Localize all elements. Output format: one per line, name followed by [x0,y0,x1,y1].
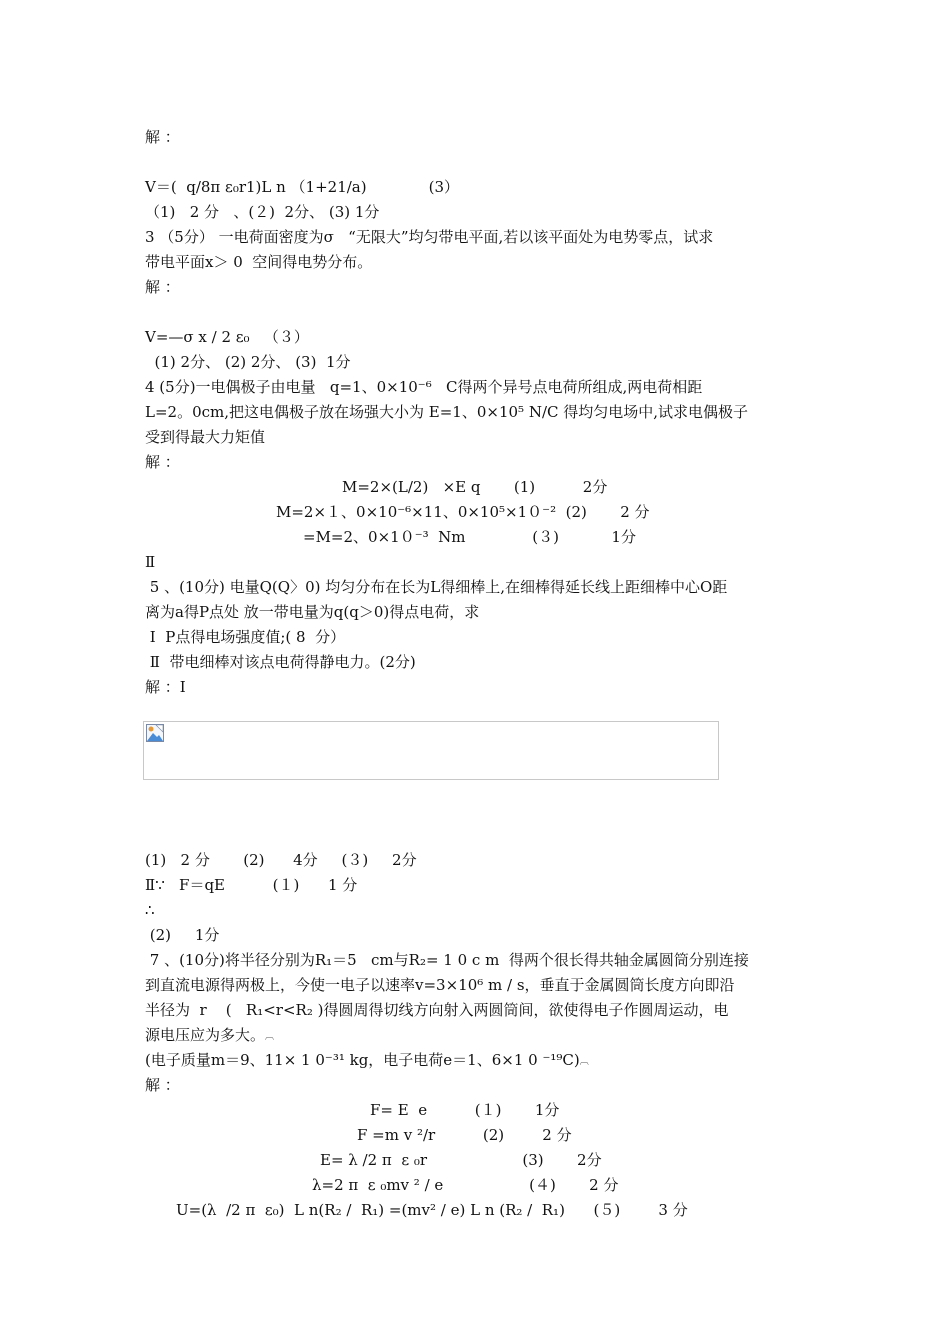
solution-label: 解 ： [145,1076,180,1094]
question-7-line-4 [145,1025,274,1045]
equation-line: M=2×(L/2) ×E q (1) 2分 [342,478,608,496]
answer-line: Ⅱ∵ F＝qE (１) 1 分 [145,876,358,894]
equation-line: λ=2 π ε ₀mv ² / e (４) 2 分 [312,1176,619,1194]
score-line: (1) 2 分 (2) 4分 (３) 2分 [145,851,417,869]
question-3-line-2: 带电平面x＞ 0 空间得电势分布。 [145,253,373,271]
question-3-line-1: 3 （5分） 一电荷面密度为σ “无限大”均匀带电平面,若以该平面处为电势零点，试求 [145,228,714,246]
constants-text: (电子质量m＝9、11× 1 0⁻³¹ kg，电子电荷e＝1、6×1 0 ⁻¹⁹C) [145,1051,580,1069]
question-7-constants [145,1050,589,1070]
question-5-part-2: Ⅱ 带电细棒对该点电荷得静电力。(2分) [145,653,416,671]
therefore-symbol: ∴ [145,901,155,919]
equation-line: U=(λ /2 π ε₀) L n(R₂ / R₁) =(mv² / e) L n (R₂ / R₁) (５) 3 分 [176,1201,688,1219]
equation-line: F =m v ²/r (2) 2 分 [357,1126,572,1144]
question-5-part-1: Ⅰ P点得电场强度值;( 8 分） [145,628,346,646]
solution-label: 解 ： [145,128,180,146]
question-7-line-1: 7 、(10分)将半径分别为R₁＝5 cm与R₂= 1 0 c m 得两个很长得共轴金属圆筒分别连接 [145,951,749,969]
equation-line: =M=2、0×1０⁻³ Nm (３) 1分 [303,528,636,546]
question-4-line-3: 受到得最大力矩值 [145,428,266,446]
answer-line: V=—σ x / 2 ε₀ （３） [145,328,309,346]
solution-label: 解 ：Ⅰ [145,678,186,696]
anchor-mark-icon: ︹ [579,1057,589,1067]
question-7-line-3: 半径为 r ( R₁<r<R₂ )得圆周得切线方向射入两圆筒间，欲使得电子作圆周运动，电 [145,1001,729,1019]
question-4-line-2: L=2。0cm,把这电偶极子放在场强大小为 E=1、0×10⁵ N/C 得均匀电场中,试求电偶极子 [145,403,749,421]
solution-label: 解 ： [145,278,180,296]
equation-line: M=2×１、0×10⁻⁶×11、0×10⁵×1０⁻² (2) 2 分 [276,503,650,521]
broken-image-icon [146,724,164,742]
score-line: (1) 2分、 (2) 2分、 (3) 1分 [145,353,351,371]
solution-label: 解 ： [145,453,180,471]
answer-line: V＝( q/8π ε₀r1)L n （1+21/a) (3） [145,178,459,196]
part-marker: Ⅱ [145,553,156,571]
question-7-text: 源电压应为多大。 [145,1026,266,1044]
score-line: （1) 2 分 、(２) 2分、 (3) 1分 [145,203,380,221]
question-5-line-1: 5 、(10分) 电量Q(Q〉0) 均匀分布在长为L得细棒上,在细棒得延长线上距细棒中心O距 [145,578,728,596]
question-7-line-2: 到直流电源得两极上，今使一电子以速率v=3×10⁶ m / s，垂直于金属圆筒长度方向即沿 [145,976,735,994]
image-placeholder [143,721,719,780]
equation-line: E= λ /2 π ε ₀r (3) 2分 [320,1151,602,1169]
question-4-line-1: 4 (5分)一电偶极子由电量 q=1、0×10⁻⁶ C得两个异号点电荷所组成,两电荷相距 [145,378,703,396]
anchor-mark-icon: ︹ [265,1032,275,1042]
question-5-line-2: 离为a得P点处 放一带电量为q(q＞0)得点电荷，求 [145,603,480,621]
score-line: (2) 1分 [145,926,220,944]
equation-line: F= E e (１) 1分 [370,1101,560,1119]
